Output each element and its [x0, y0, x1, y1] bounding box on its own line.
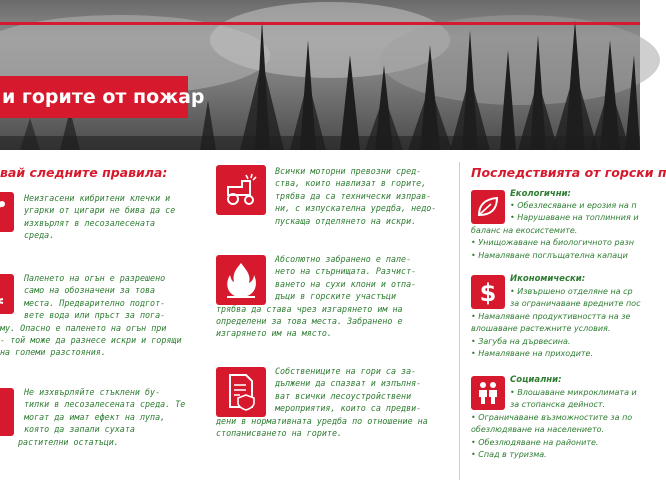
- banner-text: и горите от пожар: [2, 86, 205, 108]
- rule-text-campfire: Паленето на огън е разрешено само на обозначени за това места. Предварително подгот- вете вода или пръст за пога- му. Опасно е паленето на огън при - той може да разнесе искри и горящи на големи разстояния.: [0, 273, 182, 358]
- column-divider: [459, 162, 460, 480]
- matches-icon: [0, 192, 14, 232]
- forest-photo: [0, 0, 640, 150]
- category-economic-text: • Извършено отделяне на ср за ограничаване вредните пос • Намаляване продуктивността на зе влошаване растежните условия. • Загуба на дървесина. • Намаляване на приходите.: [471, 287, 641, 359]
- consequences-title: Последствията от горски п: [471, 165, 666, 180]
- category-economic-title: Икономически:: [510, 274, 586, 284]
- rules-title: вай следните правила:: [0, 165, 168, 180]
- rule-text-tractor: Всички моторни превозни сред- ства, които навлизат в горите, трябва да са технически изправ- ни, с изпускателна уредба, недо- пускаща отделянето на искри.: [275, 166, 437, 226]
- category-social-title: Социални:: [510, 375, 562, 385]
- category-ecological-title: Екологични:: [510, 189, 571, 199]
- rule-text-fire: Абсолютно забранено е пале- нето на стърнищата. Разчист- ването на сухи клони и отпа- дъци в горските участъци трябва да става чрез изгарянето им на определени за това места. Забранено е изгарянето им на място.: [216, 254, 417, 339]
- rule-text-bottle: Не изхвърляйте стъклени бу- тилки в лесозалесената среда. Те могат да имат ефект на лупа, която да запали сухата растителни остатъци.: [18, 387, 186, 447]
- tractor-icon: [216, 165, 266, 215]
- header-banner: [0, 76, 205, 118]
- svg-text:$: $: [479, 279, 497, 307]
- rule-text-document: Собствениците на гори са за- дължени да спазват и изпълня- ват всички лесоустройствени мероприятия, които са предви- дени в нормативната уредба по отношение на стопанисването на горите.: [216, 366, 428, 439]
- category-ecological-text: • Обезлесяване и ерозия на п • Нарушаване на топлинния и баланс на екосистемите. • Унищожаване на биологичното разн • Намаляване поглъщателна капаци: [471, 201, 639, 260]
- category-social-text: • Влошаване микроклимата и за стопанска дейност. • Ограничаване възможностите за по обезлюдяване на населението. • Обезлюдяване на районите. • Спад в туризма.: [471, 388, 637, 460]
- red-top-line: [0, 22, 640, 25]
- rule-text-matches: Неизгасени кибритени клечки и угарки от цигари не бива да се изхвърлят в лесозалесената среда.: [24, 193, 176, 241]
